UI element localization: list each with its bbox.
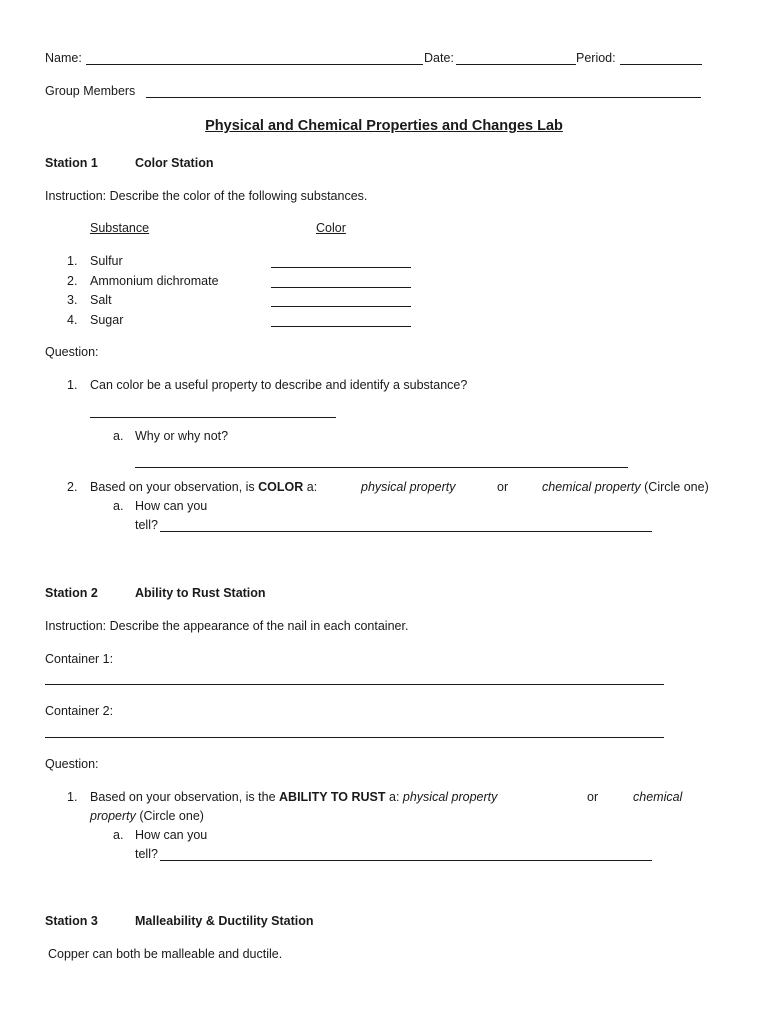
- station3-name: Malleability & Ductility Station: [135, 914, 314, 928]
- page-title: Physical and Chemical Properties and Changes Lab: [205, 118, 563, 134]
- station2-name: Ability to Rust Station: [135, 586, 266, 600]
- q1a-text: Why or why not?: [135, 429, 229, 443]
- q2-text: Based on your observation, is COLOR a:: [90, 480, 318, 494]
- container1-label: Container 1:: [45, 652, 114, 666]
- s2-q1-option-chemical-cont[interactable]: property: [90, 809, 136, 823]
- date-label: Date:: [424, 51, 454, 65]
- q2a-text: How can you: [135, 499, 208, 513]
- s2-q1a-text: How can you: [135, 828, 208, 842]
- station1-question-label: Question:: [45, 345, 99, 359]
- item-number: 2.: [67, 274, 78, 288]
- q2-or: or: [497, 480, 509, 494]
- q2-option-chemical[interactable]: chemical property: [542, 480, 641, 494]
- color-answer-line[interactable]: [271, 326, 411, 327]
- name-field[interactable]: [86, 64, 423, 65]
- group-members-field[interactable]: [146, 97, 701, 98]
- item-number: 3.: [67, 293, 78, 307]
- s2-q1-or: or: [587, 790, 599, 804]
- container1-answer-line[interactable]: [45, 684, 664, 685]
- q2-number: 2.: [67, 480, 78, 494]
- s2-q1-number: 1.: [67, 790, 78, 804]
- q1-number: 1.: [67, 378, 78, 392]
- group-members-label: Group Members: [45, 84, 136, 98]
- s2-q1a-text-cont: tell?: [135, 847, 158, 861]
- q1a-answer-line[interactable]: [135, 467, 628, 468]
- s2-q1-text-cont: property (Circle one): [90, 809, 204, 823]
- container2-label: Container 2:: [45, 704, 114, 718]
- q2-option-physical[interactable]: physical property: [361, 480, 456, 494]
- q1-text: Can color be a useful property to describe and identify a substance?: [90, 378, 468, 392]
- substance-label: Salt: [90, 293, 112, 307]
- station3-number: Station 3: [45, 914, 98, 928]
- q2a-text-cont: tell?: [135, 518, 158, 532]
- col-color-header: Color: [316, 221, 346, 235]
- station2-instruction: Instruction: Describe the appearance of the nail in each container.: [45, 619, 409, 633]
- substance-label: Sulfur: [90, 254, 123, 268]
- substance-label: Ammonium dichromate: [90, 274, 219, 288]
- period-field[interactable]: [620, 64, 702, 65]
- s2-q1-option-chemical[interactable]: chemical: [633, 790, 683, 804]
- period-label: Period:: [576, 51, 616, 65]
- q1a-letter: a.: [113, 429, 124, 443]
- q2a-letter: a.: [113, 499, 124, 513]
- name-label: Name:: [45, 51, 82, 65]
- s2-q1a-answer-line[interactable]: [160, 860, 652, 861]
- station1-number: Station 1: [45, 156, 98, 170]
- station1-name: Color Station: [135, 156, 214, 170]
- container2-answer-line[interactable]: [45, 737, 664, 738]
- color-answer-line[interactable]: [271, 287, 411, 288]
- q1-answer-line[interactable]: [90, 417, 336, 418]
- q2a-answer-line[interactable]: [160, 531, 652, 532]
- station3-text: Copper can both be malleable and ductile.: [48, 947, 283, 961]
- s2-q1-text: Based on your observation, is the ABILITY TO RUST a: physical property: [90, 790, 498, 804]
- q2-option-chemical-group: chemical property (Circle one): [542, 480, 709, 494]
- s2-q1a-letter: a.: [113, 828, 124, 842]
- item-number: 4.: [67, 313, 78, 327]
- substance-label: Sugar: [90, 313, 124, 327]
- station2-number: Station 2: [45, 586, 98, 600]
- color-answer-line[interactable]: [271, 306, 411, 307]
- color-answer-line[interactable]: [271, 267, 411, 268]
- station2-question-label: Question:: [45, 757, 99, 771]
- col-substance-header: Substance: [90, 221, 150, 235]
- station1-instruction: Instruction: Describe the color of the following substances.: [45, 189, 368, 203]
- s2-q1-option-physical[interactable]: physical property: [402, 790, 498, 804]
- item-number: 1.: [67, 254, 78, 268]
- date-field[interactable]: [456, 64, 576, 65]
